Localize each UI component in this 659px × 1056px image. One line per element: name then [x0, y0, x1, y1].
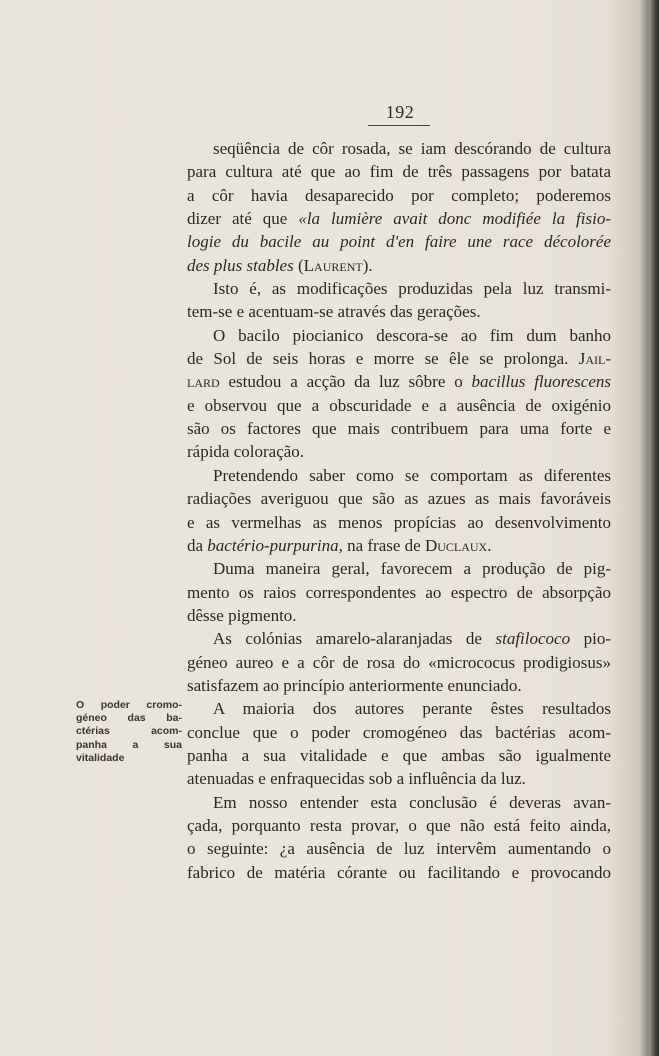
text-line — [187, 464, 611, 487]
text-line — [187, 557, 611, 580]
text-line — [187, 207, 611, 230]
text-run: são os factores que mais contribuem para uma forte e — [187, 419, 611, 439]
text-line — [187, 674, 611, 697]
text-line — [187, 814, 611, 837]
text-run: para cultura até que ao fim de três passagens por batata — [187, 162, 611, 182]
text-run: pio- — [570, 629, 611, 649]
page-number-rule — [368, 125, 430, 126]
text-run: o seguinte: ¿a ausência de luz intervêm aumentando o — [187, 839, 611, 859]
text-line — [187, 394, 611, 417]
margin-note — [76, 699, 182, 765]
text-run: seqüência de côr rosada, se iam descórando de cultura — [213, 139, 611, 158]
text-run: bactério-purpurina, — [207, 535, 343, 555]
text-line — [187, 651, 611, 674]
text-run: A maioria dos autores perante êstes resultados — [213, 699, 611, 719]
text-line — [187, 534, 611, 557]
text-line — [187, 487, 611, 510]
margin-note-line: O poder cromo- — [76, 699, 182, 711]
margin-note-line: panha a sua — [76, 738, 182, 751]
text-line — [187, 440, 611, 463]
margin-note-line: géneo das ba- — [76, 712, 182, 725]
text-run: atenuadas e enfraquecidas sob a influência da luz. — [187, 769, 526, 789]
text-run: logie du bacile au point d'en faire une race décolorée — [187, 232, 611, 252]
text-run: a côr havia desaparecido por completo; poderemos — [187, 185, 611, 205]
text-line — [187, 767, 611, 790]
text-run: mento os raios correspondentes ao espectro de absorpção — [187, 582, 611, 602]
text-line — [187, 791, 611, 814]
text-run: Isto é, as modificações produzidas pela luz transmi- — [213, 279, 611, 299]
text-line — [187, 230, 611, 253]
text-run: Pretendendo saber como se comportam as diferentes — [213, 465, 611, 485]
text-line — [187, 697, 611, 720]
text-run: radiações averiguou que são as azues as mais favoráveis — [187, 489, 611, 509]
text-run: Duclaux — [424, 535, 488, 555]
text-run: Em nosso entender esta conclusão é deveras avan- — [213, 792, 611, 812]
text-run: ). — [362, 255, 373, 275]
text-line — [187, 581, 611, 604]
text-line — [187, 370, 611, 393]
text-line — [187, 861, 611, 884]
text-run: fabrico de matéria córante ou facilitando e provocando — [187, 862, 611, 882]
text-line — [187, 300, 611, 323]
text-run: e observou que a obscuridade e a ausência de oxigénio — [187, 395, 611, 415]
text-run: Jail- — [578, 349, 611, 369]
margin-note-line: vitalidade — [76, 751, 125, 764]
text-run: stafilococo — [495, 629, 571, 649]
text-run: . — [487, 535, 492, 555]
text-run: na frase de — [342, 535, 425, 555]
text-run: Laurent — [303, 255, 363, 275]
text-line — [187, 160, 611, 183]
text-run: satisfazem ao princípio anteriormente enunciado. — [187, 675, 522, 695]
book-spine-shadow — [649, 0, 659, 1056]
text-line — [187, 324, 611, 347]
text-line — [187, 137, 611, 160]
text-run: estudou a acção da luz sôbre o — [219, 372, 472, 392]
text-run: géneo aureo e a côr de rosa do «micrococus prodigiosus» — [187, 652, 611, 672]
text-run: dêsse pigmento. — [187, 605, 297, 625]
text-line — [187, 277, 611, 300]
text-line — [187, 417, 611, 440]
text-line — [187, 184, 611, 207]
text-line — [187, 627, 611, 650]
text-run: conclue que o poder cromogéneo das bactérias acom- — [187, 722, 611, 742]
text-run: Duma maneira geral, favorecem a produção de pig- — [213, 559, 611, 579]
text-run: «la lumière avait donc modifiée la fisio- — [298, 209, 612, 229]
margin-note-line: ctérias acom- — [76, 725, 182, 738]
text-run: tem-se e acentuam-se através das gerações. — [187, 302, 481, 322]
text-run: lard — [187, 372, 220, 392]
text-run: rápida coloração. — [187, 442, 305, 462]
text-run: e as vermelhas as menos propícias ao desenvolvimento — [187, 512, 611, 532]
text-line — [187, 837, 611, 860]
text-run: As colónias amarelo-alaranjadas de — [213, 629, 496, 649]
text-run: bacillus fluorescens — [471, 372, 611, 392]
text-line — [187, 254, 611, 277]
text-line — [187, 744, 611, 767]
text-run: panha a sua vitalidade e que ambas são igualmente — [187, 745, 611, 765]
text-run: de Sol de seis horas e morre se êle se prolonga. — [187, 349, 579, 369]
text-line — [187, 511, 611, 534]
text-line — [187, 347, 611, 370]
text-run: çada, porquanto resta provar, o que não está feito ainda, — [187, 815, 611, 835]
page-number: 192 — [385, 102, 415, 122]
text-run: dizer até que — [187, 209, 299, 229]
text-run: da — [187, 535, 208, 555]
text-run: des plus stables — [187, 255, 294, 275]
body-text — [187, 137, 611, 884]
text-line — [187, 721, 611, 744]
text-line — [187, 604, 611, 627]
text-run: O bacilo piocianico descora-se ao fim dum banho — [213, 325, 611, 345]
text-run: ( — [293, 255, 304, 275]
